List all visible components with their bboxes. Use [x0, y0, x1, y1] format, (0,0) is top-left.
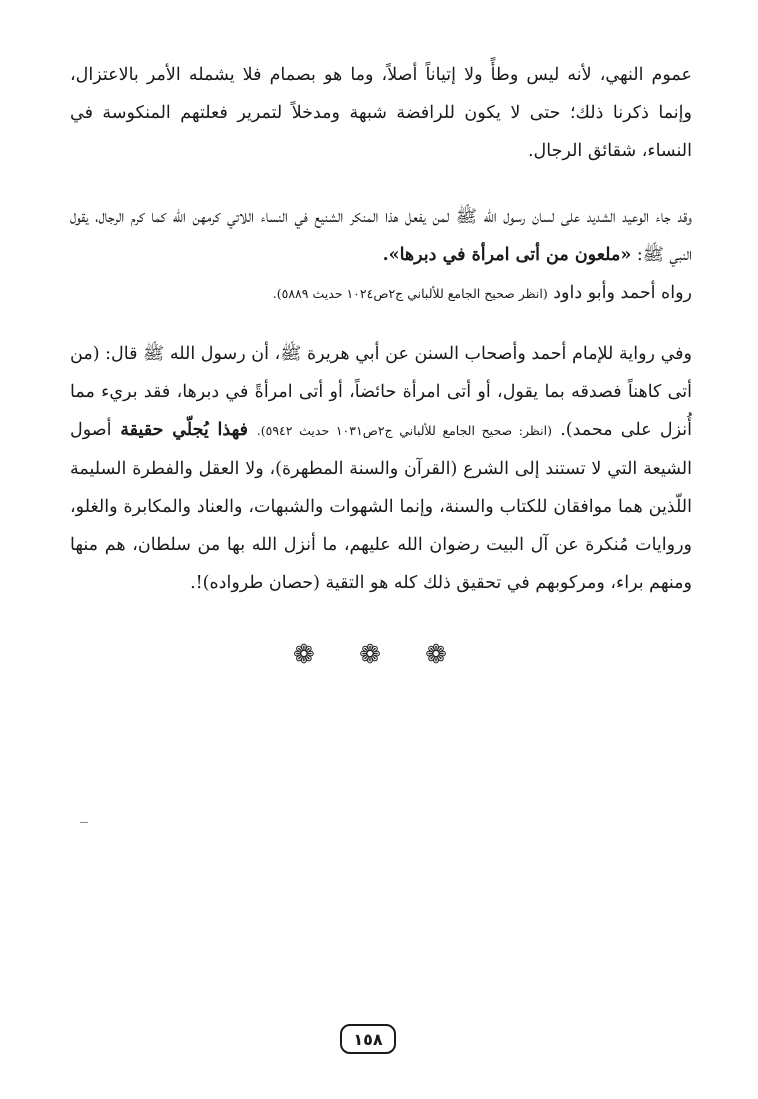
paragraph-3-text-a: وفي رواية للإمام أحمد وأصحاب السنن عن أبي هريرة ﷺ، أن رسول الله ﷺ قال: (من أتى كاهناً فصدقه بما يقول، أو أتى امرأة حائضاً، أو أتى امرأةً في دبرها، فقد بريء مما أُنزل على محمد). — [70, 344, 692, 440]
page-number-box — [340, 1024, 396, 1054]
stray-mark — [80, 822, 88, 823]
page-body — [70, 56, 692, 602]
reference-note-2: (انظر: صحيح الجامع للألباني ج٢ص١٠٣١ حديث ٥٩٤٢). — [256, 423, 552, 438]
paragraph-3-text-b: أصول الشيعة التي لا تستند إلى الشرع (القرآن والسنة المطهرة)، ولا العقل والفطرة السليمة اللّذين هما موافقان للكتاب والسنة، وإنما الشهوات والشبهات، والعناد والمكابرة والغلو، وروايات مُنكرة عن آل البيت رضوان الله عليهم، ما أنزل الله بها من سلطان، هم منها ومنهم براء، ومركوبهم في تحقيق ذلك كله هو التقية (حصان طرواده)!. — [70, 420, 692, 593]
paragraph-2 — [70, 198, 692, 313]
paragraph-1: عموم النهي، لأنه ليس وطأً ولا إتياناً أصلاً، وما هو بصمام فلا يشمله الأمر بالاعتزال، وإنما ذكرنا ذلك؛ حتى لا يكون للرافضة شبهة ومدخلاً لتمرير فعلتهم المنكوسة في النساء، شقائق الرجال. — [70, 65, 692, 161]
reference-note: (انظر صحيح الجامع للألباني ج٢ص١٠٢٤ حديث ٥٨٨٩). — [272, 286, 548, 301]
emphasis-lead: فهذا يُجلّي حقيقة — [111, 420, 257, 440]
hadith-quote: «ملعون من أتى امرأة في دبرها». — [382, 245, 632, 265]
paragraph-3 — [70, 335, 692, 602]
paragraph-2-text: وقد جاء الوعيد الشديد على لسان رسول الله ﷺ لمن يفعل هذا المنكر الشنيع في النساء اللاتي كرمهن الله كما كرم الرجال، يقول النبي ﷺ: — [70, 207, 692, 265]
reference-lead: رواه أحمد وأبو داود — [547, 283, 692, 303]
section-divider-ornaments: ❁ ❁ ❁ — [293, 640, 465, 670]
page-number: ١٥٨ — [353, 1029, 383, 1049]
